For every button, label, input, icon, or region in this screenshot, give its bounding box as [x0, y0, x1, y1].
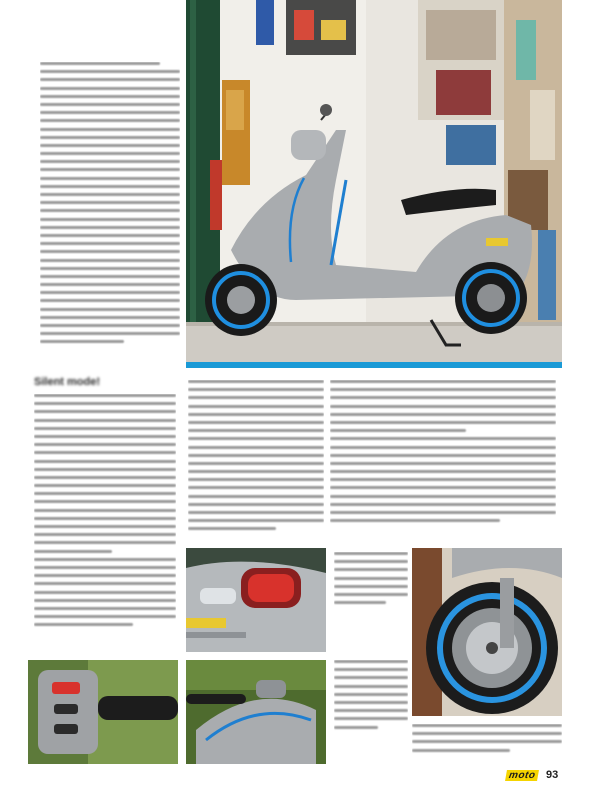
- main-scooter-photo: [186, 0, 562, 362]
- accent-bar: [186, 362, 562, 368]
- main-scooter-image: [186, 0, 562, 362]
- handlebar-image: [186, 660, 326, 764]
- handlebar-photo: [186, 660, 326, 764]
- section-heading: Silent mode!: [34, 376, 101, 388]
- front-wheel-image: [412, 548, 562, 716]
- caption-tail-light: [334, 552, 408, 616]
- body-text-column-2: [188, 380, 324, 540]
- body-text-column-3: [330, 380, 556, 540]
- caption-front-wheel: [412, 724, 562, 758]
- brand-logo: moto: [505, 770, 539, 781]
- intro-text-block: [40, 62, 180, 364]
- body-text-column-1: [34, 394, 176, 650]
- tail-light-photo: [186, 548, 326, 652]
- handlebar-switch-photo: [28, 660, 178, 764]
- front-wheel-photo: [412, 548, 562, 716]
- handlebar-switch-image: [28, 660, 178, 764]
- page-number: 93: [546, 769, 559, 781]
- tail-light-image: [186, 548, 326, 652]
- caption-handlebar: [334, 660, 408, 746]
